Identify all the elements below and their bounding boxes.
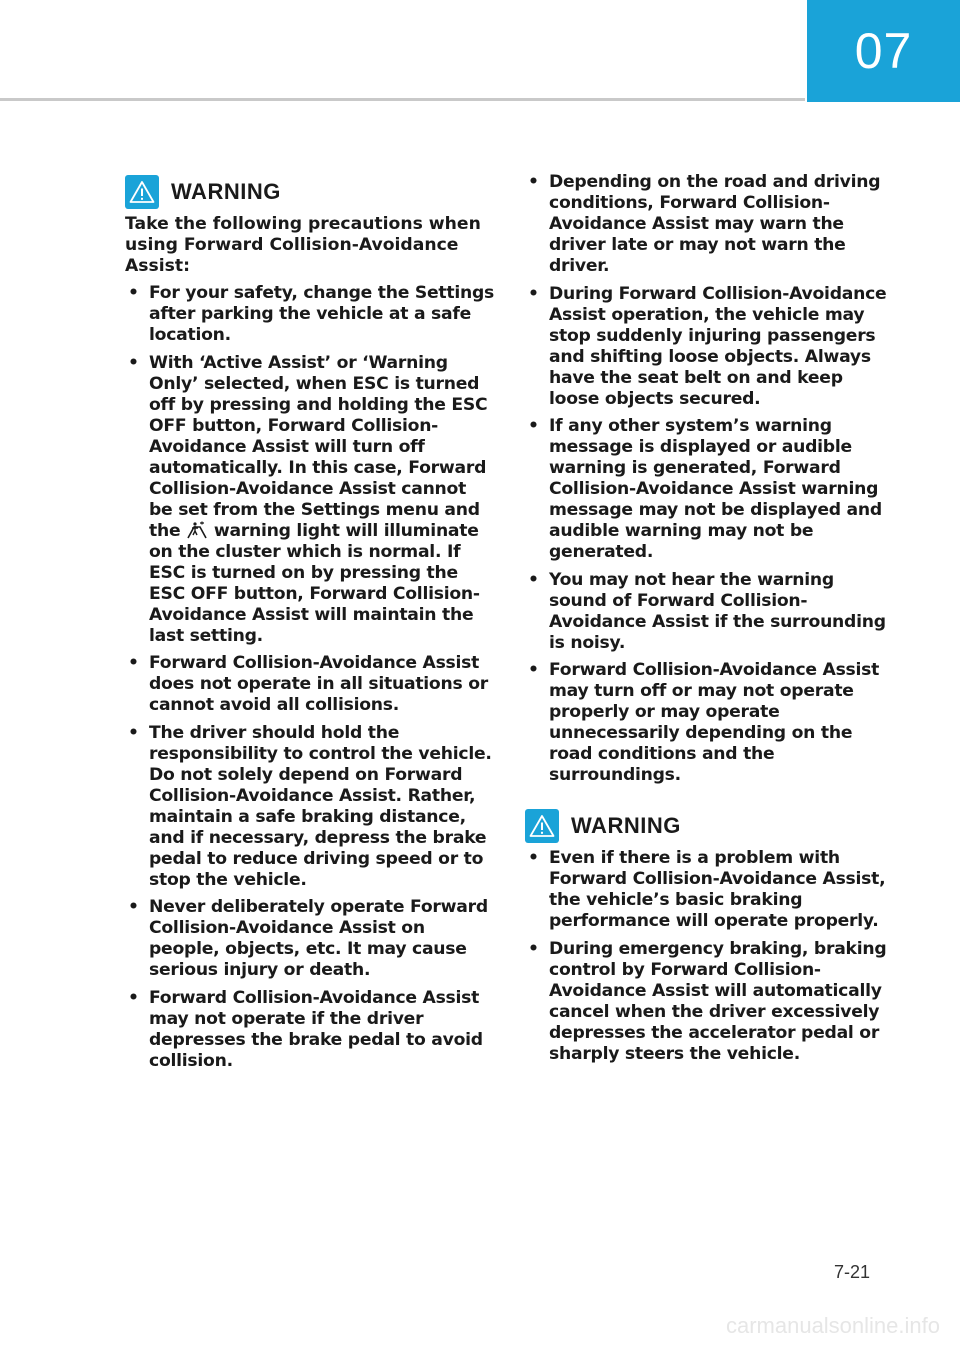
header-rule bbox=[0, 98, 805, 101]
list-item: • Forward Collision-Avoidance Assist does not operate in all situations or cannot avoid all collisions. bbox=[128, 653, 488, 715]
warning-triangle-icon bbox=[525, 809, 559, 843]
list-item: • During Forward Collision-Avoidance Assist operation, the vehicle may stop suddenly injuring passengers and shifting loose objects. Always have the seat belt on and keep loose objects secured. bbox=[528, 283, 887, 409]
watermark: carmanualsonline.info bbox=[725, 1313, 940, 1338]
warning-triangle-icon bbox=[125, 175, 159, 209]
warning-title: WARNING bbox=[571, 813, 681, 838]
list-item: • Never deliberately operate Forward Collision-Avoidance Assist on people, objects, etc. It may cause serious injury or death. bbox=[128, 897, 488, 980]
list-item: • You may not hear the warning sound of Forward Collision-Avoidance Assist if the surrounding is noisy. bbox=[528, 569, 886, 653]
list-item: • During emergency braking, braking control by Forward Collision-Avoidance Assist will automatically cancel when the driver excessively depresses the accelerator pedal or sharply steers the vehicle. bbox=[528, 938, 887, 1064]
list-item: • With ‘Active Assist’ or ‘Warning Only’ selected, when ESC is turned off by pressing and holding the ESC OFF button, Forward Collision-Avoidance Assist will turn off automatically. In this case, Forward Collision-Avoidance Assist cannot be set from the Settings menu and the warning light will illuminate on the cluster which is normal. If ESC is turned on by pressing the ESC OFF button, Forward Collision-Avoidance Assist will maintain the last setting. bbox=[128, 352, 488, 646]
list-item: • Forward Collision-Avoidance Assist may turn off or may not operate properly or may operate unnecessarily depending on the road conditions and the surroundings. bbox=[528, 660, 880, 785]
warning-intro: Take the following precautions when using Forward Collision-Avoidance Assist: bbox=[125, 214, 481, 276]
braking-warning-list bbox=[525, 848, 895, 1065]
warning-header bbox=[125, 172, 495, 212]
continued-precaution-list bbox=[525, 172, 895, 786]
warning-title: WARNING bbox=[171, 179, 281, 204]
second-warning-header bbox=[525, 806, 895, 846]
precaution-list bbox=[125, 283, 495, 1072]
list-item: • If any other system’s warning message is displayed or audible warning is generated, Forward Collision-Avoidance Assist warning message may not be displayed and audible warning may not be generated. bbox=[528, 416, 882, 562]
chapter-tab: 07 bbox=[807, 0, 960, 102]
list-item: • Depending on the road and driving conditions, Forward Collision-Avoidance Assist may warn the driver late or may not warn the driver. bbox=[528, 172, 881, 276]
left-column bbox=[125, 172, 495, 1078]
right-column bbox=[525, 172, 895, 1071]
list-item: • Forward Collision-Avoidance Assist may not operate if the driver depresses the brake pedal to avoid collision. bbox=[128, 987, 483, 1071]
list-item: • Even if there is a problem with Forward Collision-Avoidance Assist, the vehicle’s basic braking performance will operate properly. bbox=[528, 848, 886, 931]
list-item: • For your safety, change the Settings after parking the vehicle at a safe location. bbox=[128, 283, 495, 345]
page-number: 7-21 bbox=[833, 1262, 870, 1282]
fca-warning-light-icon bbox=[186, 521, 208, 539]
list-item: • The driver should hold the responsibility to control the vehicle. Do not solely depend on Forward Collision-Avoidance Assist. Rather, maintain a safe braking distance, and if necessary, depress the brake pedal to reduce driving speed or to stop the vehicle. bbox=[128, 722, 492, 890]
